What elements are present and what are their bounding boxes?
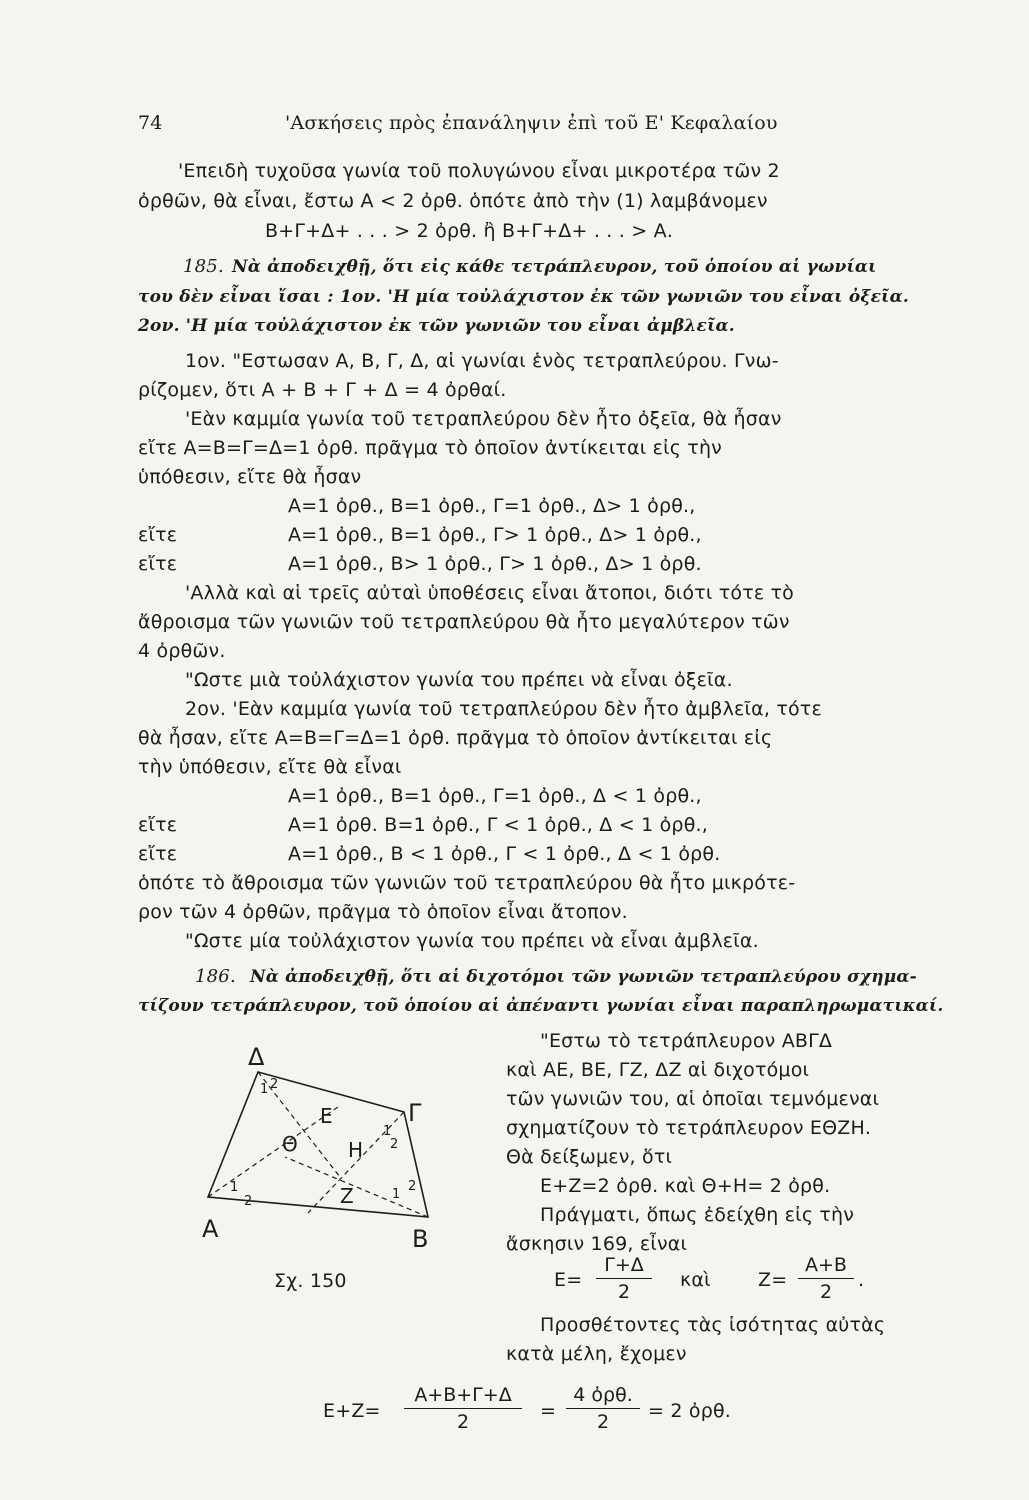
body-line: 4 ὀρθῶν. <box>138 640 226 662</box>
fraction-e <box>596 1254 652 1303</box>
vertex-label-a: Α <box>202 1215 219 1243</box>
point-label-z: Ζ <box>340 1184 354 1208</box>
body-line: Προσθέτοντες τὰς ἰσότητας αὐτὰς <box>540 1314 886 1336</box>
vertex-label-g: Γ <box>408 1099 422 1127</box>
body-line: "Ωστε μία τοὐλάχιστον γωνία του πρέπει νὰ εἶναι ἀμβλεῖα. <box>185 930 759 952</box>
body-line: σχηματίζουν τὸ τετράπλευρον ΕΘΖΗ. <box>506 1117 872 1139</box>
exercise-statement: τίζουν τετράπλευρον, τοῦ ὁποίου αἱ ἀπέναντι γωνίαι εἶναι παραπληρωματικαί. <box>138 996 944 1016</box>
body-line: τῶν γωνιῶν του, αἱ ὁποῖαι τεμνόμεναι <box>506 1088 880 1110</box>
angle-mark: 2 <box>408 1179 417 1194</box>
formula-conjunction: καὶ <box>680 1269 711 1291</box>
body-line: "Ωστε μιὰ τοὐλάχιστον γωνία του πρέπει νὰ εἶναι ὀξεῖα. <box>185 669 733 691</box>
fraction-bar <box>404 1408 522 1409</box>
point-label-h: Η <box>348 1138 364 1162</box>
angle-mark: 2 <box>270 1077 279 1092</box>
case-line: Α=1 ὀρθ., Β=1 ὀρθ., Γ=1 ὀρθ., Δ> 1 ὀρθ., <box>288 495 696 517</box>
formula-equals: = <box>540 1400 557 1422</box>
body-line: 2ον. 'Εὰν καμμία γωνία τοῦ τετραπλεύρου δὲν ἦτο ἀμβλεῖα, τότε <box>185 698 822 720</box>
case-line: Α=1 ὀρθ., Β < 1 ὀρθ., Γ < 1 ὀρθ., Δ < 1 ὀρθ. <box>288 843 721 865</box>
formula-z-lhs: Ζ= <box>758 1269 788 1291</box>
angle-mark: 1 <box>383 1124 392 1139</box>
body-line: ἄσκησιν 169, εἶναι <box>506 1233 688 1255</box>
body-line: 'Αλλὰ καὶ αἱ τρεῖς αὐταὶ ὑποθέσεις εἶναι ἄτοποι, διότι τότε τὸ <box>185 582 795 604</box>
bisector-a <box>208 1107 338 1197</box>
body-line: 1ον. "Εστωσαν Α, Β, Γ, Δ, αἱ γωνίαι ἑνὸς τετραπλεύρου. Γνω- <box>185 350 779 372</box>
exercise-number: 185. <box>183 256 224 277</box>
body-line: κατὰ μέλη, ἔχομεν <box>506 1343 687 1365</box>
point-label-e: Ε <box>320 1104 333 1128</box>
fraction-right <box>566 1384 640 1433</box>
case-line: Α=1 ὀρθ., Β=1 ὀρθ., Γ> 1 ὀρθ., Δ> 1 ὀρθ., <box>288 524 702 546</box>
angle-mark: 1 <box>392 1187 401 1202</box>
angle-mark: 1 <box>230 1180 239 1195</box>
formula-lhs: Ε+Ζ= <box>323 1400 381 1422</box>
exercise-statement: Νὰ ἀποδειχθῇ, ὅτι αἱ διχοτόμοι τῶν γωνιῶν τετραπλεύρου σχημα- <box>250 967 917 987</box>
fraction-denominator: 2 <box>819 1281 833 1303</box>
body-line: ὑπόθεσιν, εἴτε θὰ ἦσαν <box>138 466 362 488</box>
fraction-z <box>798 1254 854 1303</box>
fraction-numerator: Α+Β <box>805 1254 847 1276</box>
fraction-bar <box>566 1408 640 1409</box>
intro-line: 'Επειδὴ τυχοῦσα γωνία τοῦ πολυγώνου εἶναι μικροτέρα τῶν 2 <box>178 160 780 182</box>
angle-mark: 1 <box>260 1082 269 1097</box>
body-line: ρίζομεν, ὅτι Α + Β + Γ + Δ = 4 ὀρθαί. <box>138 379 507 401</box>
fraction-bar <box>596 1278 652 1279</box>
case-line: Α=1 ὀρθ., Β=1 ὀρθ., Γ=1 ὀρθ., Δ < 1 ὀρθ., <box>288 785 702 807</box>
body-line: Πράγματι, ὅπως ἐδείχθη εἰς τὴν <box>540 1204 855 1226</box>
exercise-statement: Νὰ ἀποδειχθῇ, ὅτι εἰς κάθε τετράπλευρον, τοῦ ὁποίου αἱ γωνίαι <box>232 257 877 277</box>
exercise-statement: του δὲν εἶναι ἴσαι : 1ον. 'Η μία τοὐλάχιστον ἐκ τῶν γωνιῶν του εἶναι ὀξεῖα. <box>138 287 910 307</box>
angle-mark: 2 <box>244 1194 253 1209</box>
running-title: 'Ασκήσεις πρὸς ἐπανάληψιν ἐπὶ τοῦ Ε' Κεφαλαίου <box>285 112 778 134</box>
body-line: καὶ ΑΕ, ΒΕ, ΓΖ, ΔΖ αἱ διχοτόμοι <box>506 1059 810 1081</box>
fraction-sum <box>404 1384 522 1433</box>
body-line: ἄθροισμα τῶν γωνιῶν τοῦ τετραπλεύρου θὰ ἦτο μεγαλύτερον τῶν <box>138 611 790 633</box>
body-line: θὰ ἦσαν, εἴτε Α=Β=Γ=Δ=1 ὀρθ. πρᾶγμα τὸ ὁποῖον ἀντίκειται εἰς <box>138 727 773 749</box>
fraction-numerator: Γ+Δ <box>604 1254 644 1276</box>
formula-end: . <box>858 1269 865 1291</box>
body-line: Ε+Ζ=2 ὀρθ. καὶ Θ+Η= 2 ὀρθ. <box>540 1175 831 1197</box>
vertex-label-d: Δ <box>248 1043 265 1071</box>
body-line: ὁπότε τὸ ἄθροισμα τῶν γωνιῶν τοῦ τετραπλεύρου θὰ ἦτο μικρότε- <box>138 872 796 894</box>
intro-line: ὀρθῶν, θὰ εἶναι, ἔστω Α < 2 ὀρθ. ὁπότε ἀπὸ τὴν (1) λαμβάνομεν <box>138 190 768 212</box>
formula-rhs: = 2 ὀρθ. <box>648 1400 732 1422</box>
page-number: 74 <box>138 112 163 134</box>
case-line: Α=1 ὀρθ. Β=1 ὀρθ., Γ < 1 ὀρθ., Δ < 1 ὀρθ., <box>288 814 708 836</box>
exercise-statement: 2ον. 'Η μία τοὐλάχιστον ἐκ τῶν γωνιῶν του εἶναι ἀμβλεῖα. <box>138 316 735 336</box>
fraction-denominator: 2 <box>596 1411 610 1433</box>
fraction-bar <box>798 1278 854 1279</box>
angle-mark: 2 <box>390 1137 399 1152</box>
quadrilateral-figure <box>190 1035 460 1250</box>
point-label-th: Θ <box>282 1132 298 1156</box>
fraction-numerator: 4 ὀρθ. <box>573 1384 633 1406</box>
fraction-numerator: Α+Β+Γ+Δ <box>414 1384 512 1406</box>
body-line: ρον τῶν 4 ὀρθῶν, πρᾶγμα τὸ ὁποῖον εἶναι ἄτοπον. <box>138 901 628 923</box>
formula-e-lhs: Ε= <box>554 1269 583 1291</box>
intro-line: Β+Γ+Δ+ . . . > 2 ὀρθ. ἢ Β+Γ+Δ+ . . . > Α. <box>265 220 674 242</box>
body-line: τὴν ὑπόθεσιν, εἴτε θὰ εἶναι <box>138 756 402 778</box>
exercise-number: 186. <box>195 966 236 987</box>
figure-caption: Σχ. 150 <box>274 1270 347 1292</box>
fraction-denominator: 2 <box>617 1281 631 1303</box>
body-line: Θὰ δείξωμεν, ὅτι <box>506 1146 673 1168</box>
case-label: εἴτε <box>138 814 178 836</box>
bisector-b <box>285 1157 428 1217</box>
body-line: "Εστω τὸ τετράπλευρον ΑΒΓΔ <box>540 1030 833 1052</box>
case-line: Α=1 ὀρθ., Β> 1 ὀρθ., Γ> 1 ὀρθ., Δ> 1 ὀρθ. <box>288 553 702 575</box>
case-label: εἴτε <box>138 843 178 865</box>
fraction-denominator: 2 <box>456 1411 470 1433</box>
body-line: εἴτε Α=Β=Γ=Δ=1 ὀρθ. πρᾶγμα τὸ ὁποῖον ἀντίκειται εἰς τὴν <box>138 437 722 459</box>
vertex-label-b: Β <box>412 1225 429 1250</box>
case-label: εἴτε <box>138 553 178 575</box>
case-label: εἴτε <box>138 524 178 546</box>
body-line: 'Εὰν καμμία γωνία τοῦ τετραπλεύρου δὲν ἦτο ὀξεῖα, θὰ ἦσαν <box>185 408 782 430</box>
